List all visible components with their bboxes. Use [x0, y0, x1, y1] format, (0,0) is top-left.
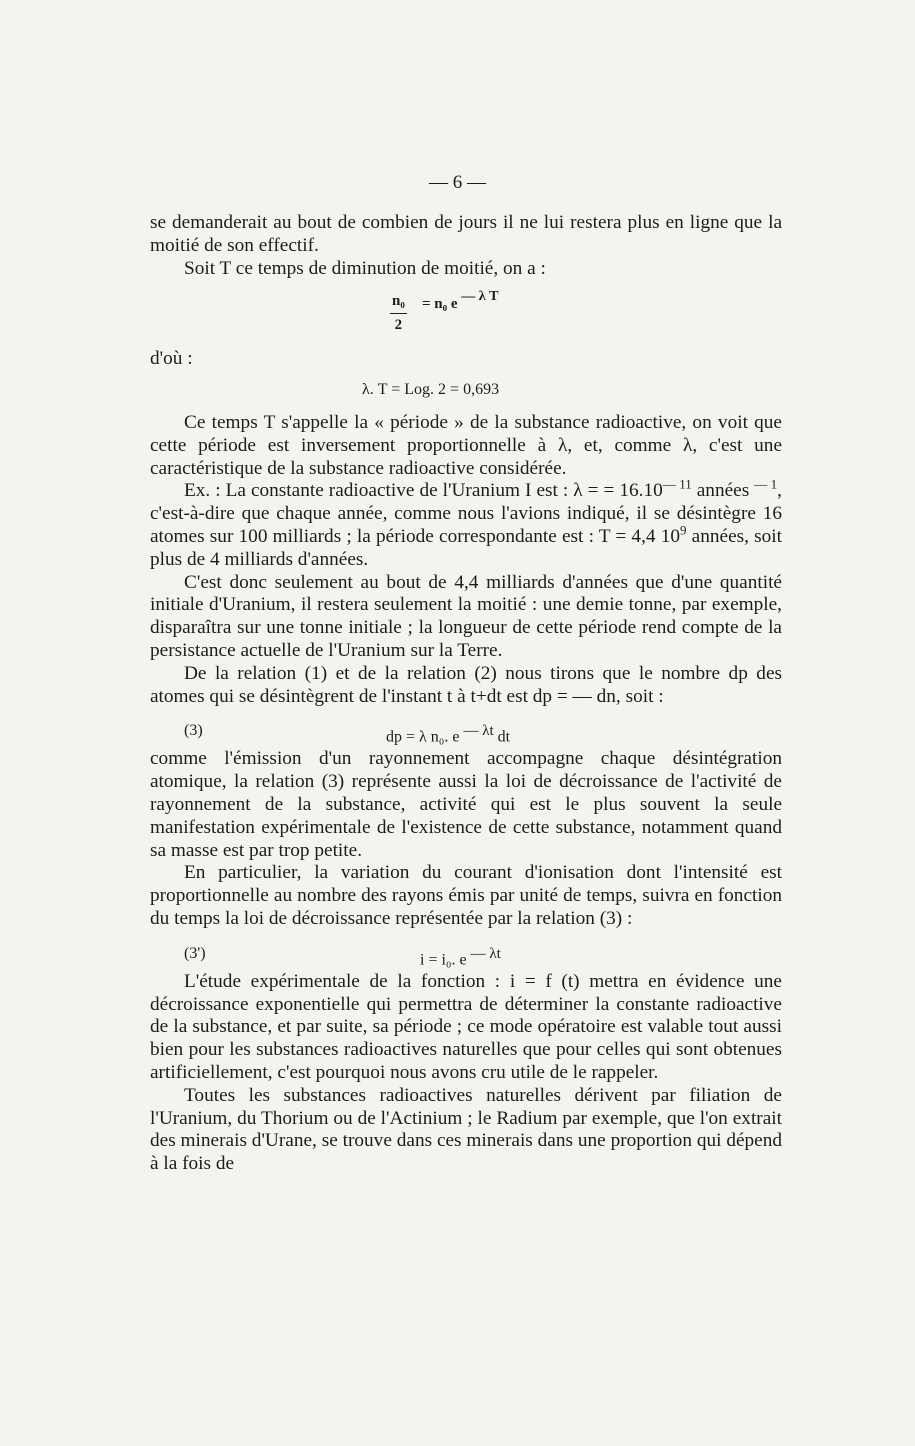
paragraph-particulier: En particulier, la variation du courant d'ionisation dont l'intensité est proportionnelle au nombre des rayons émis par unité de temps, suivra en fonction du temps la loi de décroissance représentée par la relation (3) :: [150, 862, 782, 929]
equation-3-body: [386, 720, 510, 749]
rhs-exponent: — λ T: [461, 289, 499, 305]
equation-3-exponent: — λt: [463, 723, 494, 740]
fraction-numerator: n₀: [390, 290, 407, 314]
paragraph-relation: De la relation (1) et de la relation (2) nous tirons que le nombre dp des atomes qui se désintègrent de l'instant t à t+dt est dp = — dn, soit :: [150, 662, 782, 707]
body-text: [150, 212, 782, 1176]
equation-3-base: dp = λ n₀. e: [386, 728, 460, 746]
paragraph-example: [150, 476, 783, 571]
example-part-b: années: [691, 480, 755, 502]
equation-3-prime-base: i = i₀. e: [420, 951, 467, 969]
paragraph-continuation: se demanderait au bout de combien de jours il ne lui restera plus en ligne que la moitié de son effectif.: [150, 212, 782, 256]
fraction-denominator: 2: [394, 317, 403, 334]
paragraph-half-life: Soit T ce temps de diminution de moitié, on a :: [184, 257, 546, 279]
example-exp-c: 9: [680, 522, 687, 538]
equation-3-prime-exponent: — λt: [470, 945, 501, 962]
paragraph-donc: C'est donc seulement au bout de 4,4 milliards d'années que d'une quantité initiale d'Uranium, il restera seulement la moitié : une demie tonne, par exemple, disparaîtra sur une tonne initiale ; la longueur de cette période rend compte de la persistance actuelle de l'Uranium sur la Terre.: [150, 571, 782, 661]
example-part-a: Ex. : La constante radioactive de l'Uranium I est : λ = = 16.10: [184, 480, 663, 502]
equation-3-prime: [150, 931, 782, 971]
equation-3-label: (3): [184, 722, 203, 740]
formula-half-decay: [150, 286, 782, 346]
rhs-base: = n₀ e: [422, 296, 458, 313]
formula-period: λ. T = Log. 2 = 0,693: [362, 381, 500, 399]
paragraph-toutes: Toutes les substances radioactives naturelles dérivent par filiation de l'Uranium, du Thorium ou de l'Actinium ; le Radium par exemple, que l'on extrait des minerais d'Urane, se trouve dans ces minerais dans une proportion qui dépend à la fois de: [150, 1084, 782, 1175]
fraction: [390, 290, 407, 337]
equation-3-prime-body: [420, 943, 501, 972]
example-exp-a: — 11: [662, 476, 692, 492]
paragraph-etude: L'étude expérimentale de la fonction : i = f (t) mettra en évidence une décroissance exponentielle qui permettra de déterminer la constante radioactive de la substance, et par suite, sa période ; ce mode opératoire est valable tout aussi bien pour les substances radioactives naturelles que pour celles qui sont obtenues artificiellement, c'est pourquoi nous avons cru utile de le rappeler.: [150, 970, 782, 1083]
page-number: — 6 —: [429, 172, 486, 193]
label-dou: d'où :: [150, 348, 193, 370]
example-exp-b: — 1: [754, 476, 778, 492]
equation-3-prime-label: (3'): [184, 944, 206, 962]
example-part-c: , c'est-à-dire que chaque année, comme nous l'avions indiqué, il se désintègre 16 atomes sur 100 milliards ; la période correspondante est : T = 4,4 10: [150, 480, 782, 547]
example-part-d: années, soit plus de 4 milliards d'années.: [150, 525, 783, 570]
paragraph-emission: comme l'émission d'un rayonnement accompagne chaque désintégration atomique, la relation (3) représente aussi la loi de décroissance de l'activité de rayonnement de la substance, activité qui est le plus souvent la seule manifestation expérimentale de l'existence de cette substance, notamment quand sa masse est par trop petite.: [150, 748, 782, 861]
paragraph-periode: Ce temps T s'appelle la « période » de la substance radioactive, on voit que cette période est inversement proportionnelle à λ, et, comme λ, c'est une caractéristique de la substance radioactive considérée.: [150, 411, 782, 479]
fraction-rhs: [422, 288, 499, 316]
equation-3: [150, 708, 782, 748]
equation-3-tail: dt: [493, 728, 511, 746]
